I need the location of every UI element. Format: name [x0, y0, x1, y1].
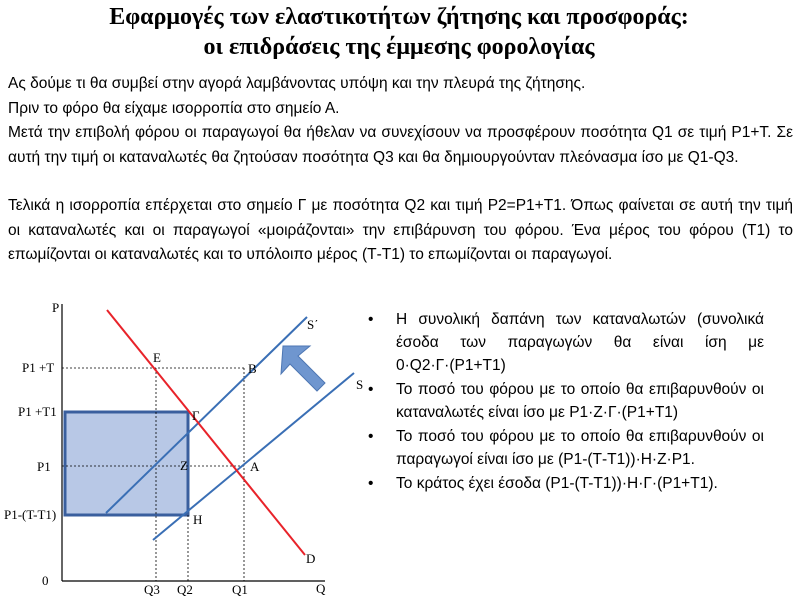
point-label-z: Z — [180, 458, 188, 473]
curve-label-s: S — [356, 377, 364, 392]
price-label-p1-plus-t: P1 +T — [22, 360, 55, 375]
price-label-p1: P1 — [37, 459, 51, 474]
curve-label-d: D — [306, 551, 316, 566]
slide-title — [0, 2, 798, 62]
point-label-h: H — [193, 512, 203, 527]
title-line-2: οι επιδράσεις της έμμεσης φορολογίας — [203, 34, 595, 60]
point-label-a: A — [250, 459, 260, 474]
bullet-symbol: • — [368, 381, 374, 398]
point-label-b: B — [248, 361, 257, 376]
bullet-symbol: • — [368, 311, 374, 328]
bullet-consumer-burden — [368, 378, 764, 424]
bullet-text: Το κράτος έχει έσοδα (P1-(T-T1))·Η·Γ·(P1+T1). — [396, 475, 718, 492]
paragraph-final-equilibrium: Τελικά η ισορροπία επέρχεται στο σημείο Γ με ποσότητα Q2 και τιμή P2=P1+T1. Όπως φαίνεται σε αυτή την τιμή οι καταναλωτές και οι παραγωγοί «μοιράζονται» την επιβάρυνση του φόρου. Ένα μέρος του φόρου (Τ1) το επωμίζονται οι καταναλωτές και το υπόλοιπο μέρος (Τ-Τ1) το επωμίζονται οι παραγωγοί. — [8, 197, 793, 263]
point-label-gamma: Γ — [192, 408, 200, 423]
paragraph-tax-effect: Μετά την επιβολή φόρου οι παραγωγοί θα ήθελαν να συνεχίσουν να προσφέρουν ποσότητα Q1 σε τιμή P1+T. Σε αυτή την τιμή οι καταναλωτές θα ζητούσαν ποσότητα Q3 και θα δημιουργούνταν πλεόνασμα ίσο με Q1-Q3. — [8, 124, 793, 166]
paragraph-intro: Ας δούμε τι θα συμβεί στην αγορά λαμβάνοντας υπόψη και την πλευρά της ζήτησης. — [8, 75, 586, 92]
bullet-total-expenditure — [368, 308, 764, 377]
price-label-p1-minus-t-t1: P1-(T-T1) — [4, 507, 57, 522]
bullet-producer-burden — [368, 425, 764, 471]
axis-label-p: P — [52, 300, 60, 315]
bullet-text: Το ποσό του φόρου με το οποίο θα επιβαρυνθούν οι καταναλωτές είναι ίσο με P1·Z·Γ·(P1+T1) — [396, 381, 764, 421]
quantity-label-q3: Q3 — [144, 582, 160, 597]
origin-label: 0 — [42, 573, 49, 588]
bullet-text: Το ποσό του φόρου με το οποίο θα επιβαρυνθούν οι παραγωγοί είναι ίσο με (P1-(Τ-Τ1))·Η·Ζ·P1. — [396, 428, 764, 468]
tax-incidence-bullets — [368, 308, 764, 496]
bullet-text: Η συνολική δαπάνη των καταναλωτών (συνολικά έσοδα των παραγωγών θα είναι ίση με 0·Q2·Γ·(P1+T1) — [396, 311, 764, 374]
paragraph-equilibrium: Πριν το φόρο θα είχαμε ισορροπία στο σημείο Α. — [8, 100, 340, 117]
quantity-label-q1: Q1 — [232, 582, 248, 597]
tax-revenue-box — [65, 412, 188, 515]
title-line-1: Εφαρμογές των ελαστικοτήτων ζήτησης και προσφοράς: — [109, 4, 689, 30]
curve-label-s-prime: S΄ — [307, 317, 319, 332]
bullet-state-revenue — [368, 472, 764, 495]
bullet-symbol: • — [368, 428, 374, 445]
point-label-e: E — [153, 350, 161, 365]
quantity-label-q2: Q2 — [177, 582, 193, 597]
axis-label-q: Q — [316, 581, 326, 596]
tax-incidence-diagram — [0, 290, 370, 599]
bullet-symbol: • — [368, 475, 374, 492]
price-label-p1-plus-t1: P1 +T1 — [18, 404, 57, 419]
shift-arrow — [281, 346, 325, 391]
